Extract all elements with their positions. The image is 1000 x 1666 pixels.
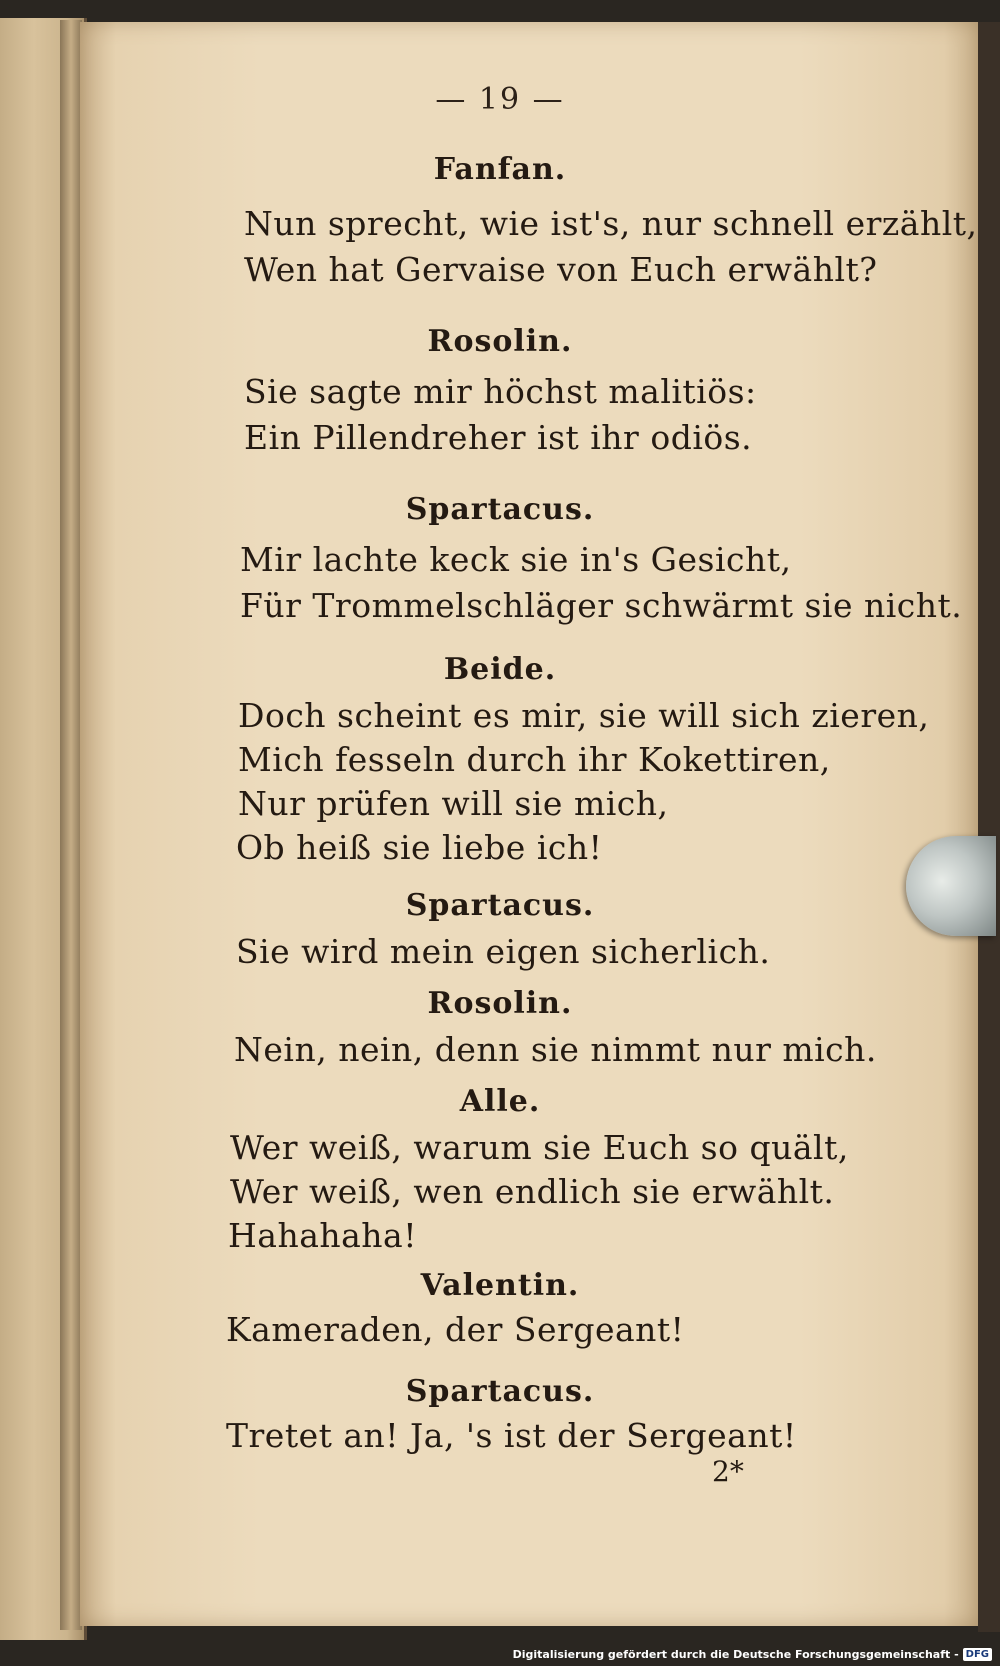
verse-line: Nun sprecht, wie ist's, nur schnell erzählt, <box>244 204 978 243</box>
verse-line: Mir lachte keck sie in's Gesicht, <box>240 540 792 579</box>
speaker-name: Beide. <box>443 652 557 687</box>
verse-line: Ob heiß sie liebe ich! <box>236 828 603 867</box>
speaker-name: Rosolin. <box>427 324 573 359</box>
speaker-name: Spartacus. <box>405 888 595 923</box>
speaker-name: Valentin. <box>420 1268 580 1303</box>
speaker-name: Spartacus. <box>405 1374 595 1409</box>
speaker-name: Rosolin. <box>427 986 573 1021</box>
page-number: — 19 — <box>435 82 565 117</box>
page-clip-holder <box>906 836 996 936</box>
verse-line: Doch scheint es mir, sie will sich zieren, <box>238 696 930 735</box>
verse-line: Kameraden, der Sergeant! <box>226 1310 685 1349</box>
verse-line: Wen hat Gervaise von Euch erwählt? <box>244 250 878 289</box>
verse-line: Hahahaha! <box>228 1216 417 1255</box>
verse-line: Wer weiß, warum sie Euch so quält, <box>230 1128 849 1167</box>
printer-signature-mark: 2* <box>712 1455 744 1488</box>
verse-line: Für Trommelschläger schwärmt sie nicht. <box>240 586 963 625</box>
verse-line: Wer weiß, wen endlich sie erwählt. <box>230 1172 835 1211</box>
verse-line: Tretet an! Ja, 's ist der Sergeant! <box>226 1416 797 1455</box>
speaker-name: Alle. <box>459 1084 541 1119</box>
verse-line: Ein Pillendreher ist ihr odiös. <box>244 418 753 457</box>
verse-line: Nein, nein, denn sie nimmt nur mich. <box>234 1030 877 1069</box>
verse-line: Mich fesseln durch ihr Kokettiren, <box>238 740 831 779</box>
verse-line: Nur prüfen will sie mich, <box>238 784 669 823</box>
speaker-name: Fanfan. <box>433 152 567 187</box>
footer-credit <box>513 1645 992 1663</box>
speaker-name: Spartacus. <box>405 492 595 527</box>
verse-line: Sie wird mein eigen sicherlich. <box>236 932 771 971</box>
dfg-logo-icon: DFG <box>963 1648 992 1661</box>
footer-credit-text: Digitalisierung gefördert durch die Deutsche Forschungsgemeinschaft - <box>512 1647 959 1661</box>
verse-line: Sie sagte mir höchst malitiös: <box>244 372 757 411</box>
